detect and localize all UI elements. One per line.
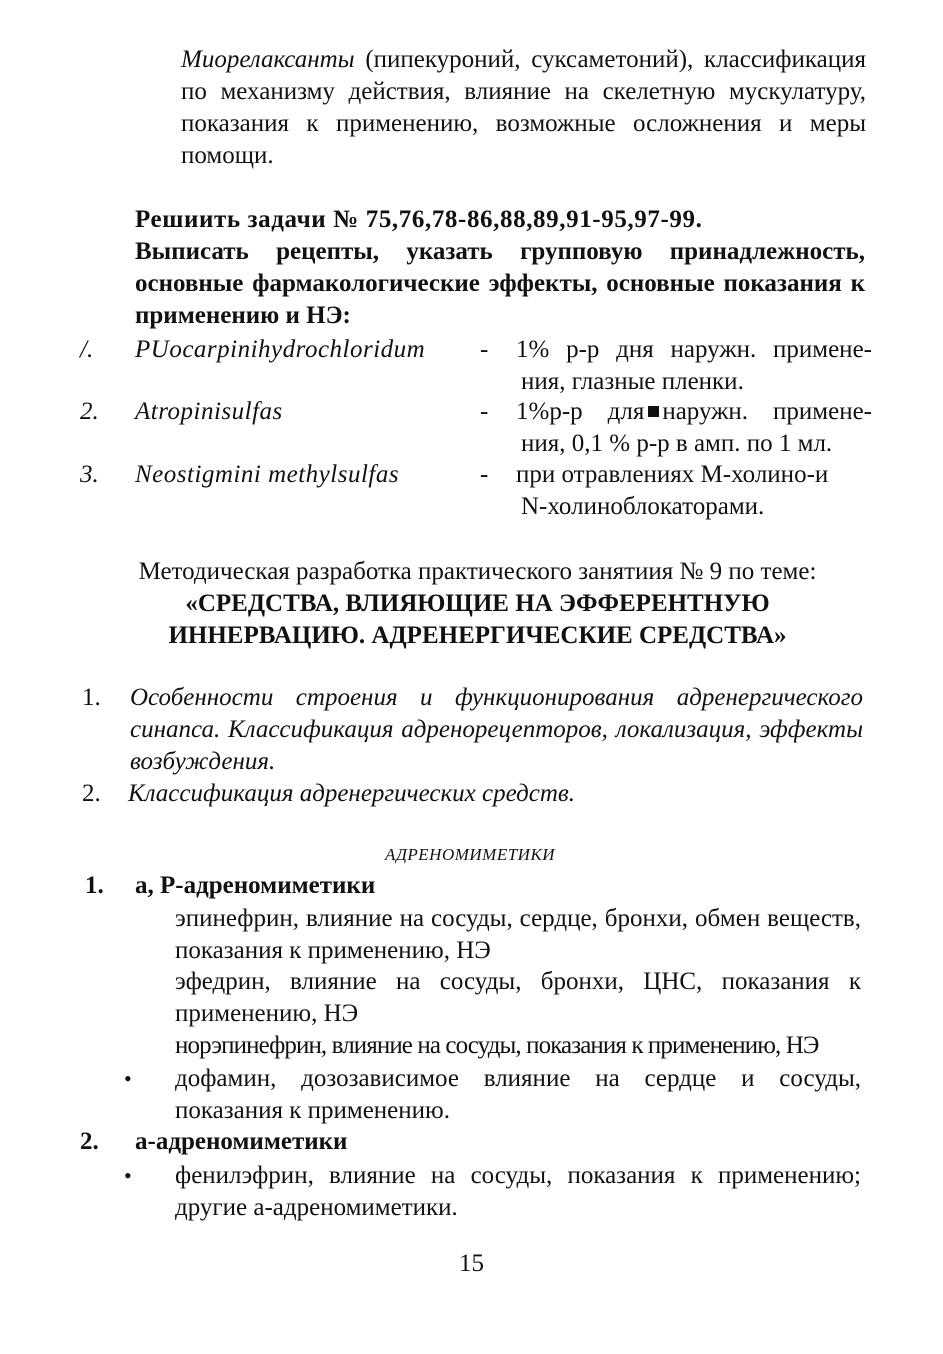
prescription-dash: -: [480, 461, 489, 488]
prescription-description-line: [516, 396, 872, 428]
question-number: 1.: [82, 684, 101, 711]
group-item: дофамин, дозозависимое влияние на сердце и сосуды, показания к применению.: [175, 1065, 861, 1124]
muscle-relaxants-text: (пипекуроний, суксаметоний), классификация по механизму действия, влияние на скелетную мускулатуру, показания к применению, возможные осложнения и меры помощи.: [181, 46, 866, 169]
prescription-description: [516, 396, 872, 460]
tasks-heading: Решиить задачи № 75,76,78-86,88,89,91-95,97-99.: [135, 206, 703, 233]
prescription-description-part: наружн. примене-: [662, 398, 872, 425]
prescription-description: [516, 334, 872, 398]
prescription-number: 3.: [80, 461, 99, 488]
group-item: норэпинефрин, влияние на сосуды, показания к применению, НЭ: [175, 1032, 819, 1059]
question-number: 2.: [82, 780, 101, 807]
muscle-relaxants-term: Миорелаксанты: [181, 46, 355, 73]
group-title: а, Р-адреномиметики: [135, 872, 376, 899]
question-text: Особенности строения и функционирования адренергического синапса. Классификация адренорецепторов, локализация, эффекты возбуждения.: [130, 684, 863, 775]
prescription-description: [516, 459, 872, 523]
bullet-icon: •: [124, 1163, 132, 1188]
prescription-number: /.: [80, 336, 94, 363]
muscle-relaxants-paragraph: [181, 44, 866, 172]
group-title: а-адреномиметики: [135, 1128, 348, 1155]
prescription-number: 2.: [80, 398, 99, 425]
prescription-row: [80, 334, 875, 398]
prescription-drug-name: Neostigmini methylsulfas: [135, 461, 400, 488]
bullet-icon: •: [124, 1066, 132, 1091]
prescription-dash: -: [480, 336, 489, 363]
group-item: эпинефрин, влияние на сосуды, сердце, бронхи, обмен веществ, показания к применению, НЭ: [175, 905, 861, 964]
lesson-title-line: «СРЕДСТВА, ВЛИЯЮЩИЕ НА ЭФФЕРЕНТНУЮ: [185, 590, 770, 617]
prescription-drug-name: PUocarpinihydrochloridum: [135, 336, 426, 363]
black-square-mark: [648, 406, 659, 417]
page-number: 15: [459, 1250, 484, 1277]
group-number: 2.: [80, 1128, 99, 1155]
prescription-description-line: ния, 0,1 % р-р в амп. по 1 мл.: [521, 430, 833, 457]
prescription-description-line: N-холиноблокаторами.: [521, 493, 765, 520]
prescription-dash: -: [480, 398, 489, 425]
lesson-intro: Методическая разработка практического занятиия № 9 по теме:: [138, 558, 817, 585]
prescription-description-part: 1%р-р для: [516, 398, 645, 425]
group-item: эфедрин, влияние на сосуды, бронхи, ЦНС, показания к применению, НЭ: [175, 968, 861, 1027]
prescription-row: [80, 459, 875, 523]
prescription-row: [80, 396, 875, 460]
question-text: Классификация адренергических средств.: [128, 780, 575, 807]
prescription-description-line: ния, глазные пленки.: [521, 368, 744, 395]
group-item: фенилэфрин, влияние на сосуды, показания к применению; другие а-адреномиметики.: [175, 1162, 861, 1221]
section-label: АДРЕНОМИМЕТИКИ: [384, 845, 556, 864]
lesson-title-line: ИННЕРВАЦИЮ. АДРЕНЕРГИЧЕСКИЕ СРЕДСТВА»: [168, 622, 787, 649]
prescription-description-line: 1% р-р дня наружн. примене-: [516, 336, 872, 363]
group-number: 1.: [85, 872, 104, 899]
prescription-heading: Выписать рецепты, указать групповую принадлежность, основные фармакологические эффекты, основные показания к применению и НЭ:: [135, 238, 865, 329]
prescription-drug-name: Atropinisulfas: [135, 398, 283, 425]
prescription-description-line: при отравлениях М-холино-и: [516, 461, 829, 488]
